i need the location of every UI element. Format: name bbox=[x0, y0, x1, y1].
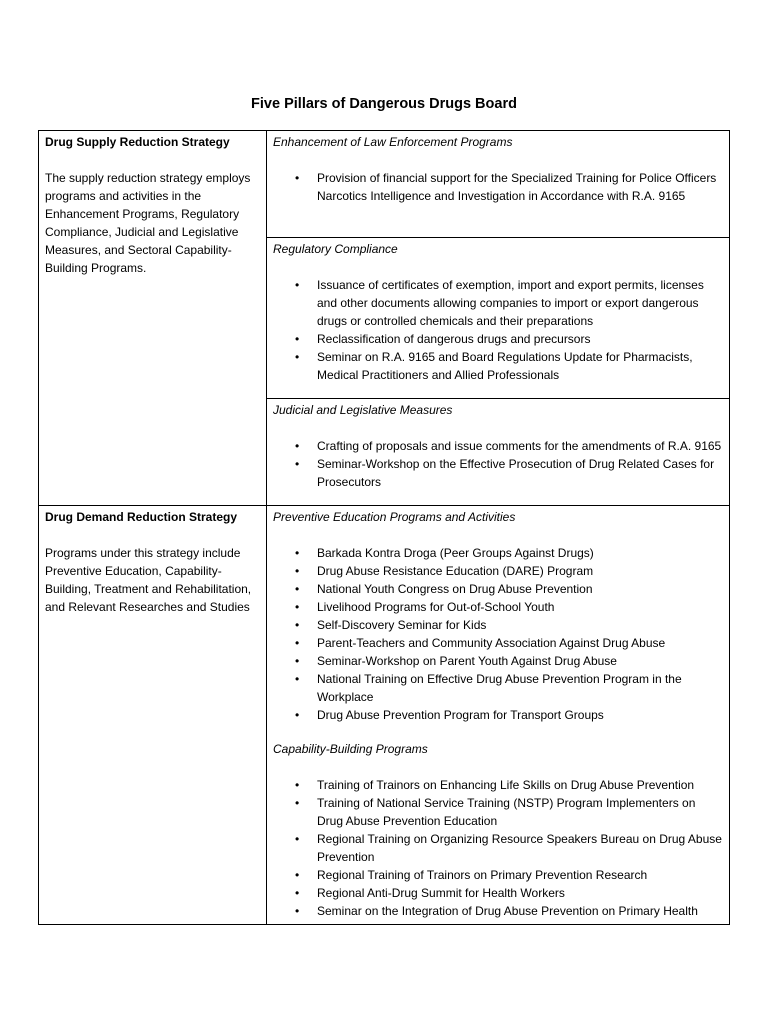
list-item: • Parent-Teachers and Community Association Against Drug Abuse bbox=[317, 634, 723, 652]
section-title: Preventive Education Programs and Activities bbox=[273, 510, 516, 524]
list-item: • Drug Abuse Prevention Program for Transport Groups bbox=[317, 706, 723, 724]
list-item: • Regional Anti-Drug Summit for Health Workers bbox=[317, 884, 723, 902]
list-item: • Seminar on R.A. 9165 and Board Regulations Update for Pharmacists, Medical Practitioners and Allied Professionals bbox=[317, 348, 723, 384]
list-item: • Barkada Kontra Droga (Peer Groups Against Drugs) bbox=[317, 544, 723, 562]
strategy-description: Programs under this strategy include Preventive Education, Capability-Building, Treatment and Rehabilitation, and Relevant Researches and Studies bbox=[45, 546, 252, 614]
strategy-cell bbox=[39, 506, 267, 925]
program-list bbox=[273, 544, 723, 724]
list-item: • Training of Trainors on Enhancing Life Skills on Drug Abuse Prevention bbox=[317, 776, 723, 794]
list-item: • Regional Training of Trainors on Primary Prevention Research bbox=[317, 866, 723, 884]
section-title: Judicial and Legislative Measures bbox=[273, 403, 453, 417]
table-row bbox=[39, 131, 730, 506]
pillars-table bbox=[38, 130, 730, 925]
strategy-title: Drug Supply Reduction Strategy bbox=[45, 135, 230, 149]
program-list bbox=[273, 169, 723, 205]
list-item: • Drug Abuse Resistance Education (DARE) Program bbox=[317, 562, 723, 580]
list-item: • Issuance of certificates of exemption, import and export permits, licenses and other documents allowing companies to import or export dangerous drugs or controlled chemicals and their preparations bbox=[317, 276, 723, 330]
document-title: Five Pillars of Dangerous Drugs Board bbox=[251, 96, 517, 112]
section-title: Capability-Building Programs bbox=[273, 742, 428, 756]
programs-cell bbox=[267, 506, 730, 925]
program-section bbox=[267, 398, 729, 505]
program-section bbox=[267, 724, 729, 924]
list-item: • Seminar-Workshop on the Effective Prosecution of Drug Related Cases for Prosecutors bbox=[317, 455, 723, 491]
list-item: • Crafting of proposals and issue comments for the amendments of R.A. 9165 bbox=[317, 437, 723, 455]
section-title: Enhancement of Law Enforcement Programs bbox=[273, 135, 513, 149]
section-title: Regulatory Compliance bbox=[273, 242, 398, 256]
list-item: • National Training on Effective Drug Abuse Prevention Program in the Workplace bbox=[317, 670, 723, 706]
program-list bbox=[273, 276, 723, 384]
program-list bbox=[273, 776, 723, 920]
table-row bbox=[39, 506, 730, 925]
list-item: • Livelihood Programs for Out-of-School Youth bbox=[317, 598, 723, 616]
program-section bbox=[267, 131, 729, 237]
list-item: • Training of National Service Training (NSTP) Program Implementers on Drug Abuse Prevention Education bbox=[317, 794, 723, 830]
list-item: • Reclassification of dangerous drugs and precursors bbox=[317, 330, 723, 348]
list-item: • Seminar-Workshop on Parent Youth Against Drug Abuse bbox=[317, 652, 723, 670]
program-list bbox=[273, 437, 723, 491]
program-section bbox=[267, 237, 729, 398]
list-item: • Regional Training on Organizing Resource Speakers Bureau on Drug Abuse Prevention bbox=[317, 830, 723, 866]
list-item: • Self-Discovery Seminar for Kids bbox=[317, 616, 723, 634]
programs-cell bbox=[267, 131, 730, 506]
list-item: • National Youth Congress on Drug Abuse Prevention bbox=[317, 580, 723, 598]
program-section bbox=[267, 506, 729, 724]
list-item: • Provision of financial support for the Specialized Training for Police Officers Narcotics Intelligence and Investigation in Accordance with R.A. 9165 bbox=[317, 169, 723, 205]
strategy-title: Drug Demand Reduction Strategy bbox=[45, 510, 238, 524]
strategy-description: The supply reduction strategy employs programs and activities in the Enhancement Programs, Regulatory Compliance, Judicial and Legislative Measures, and Sectoral Capability-Building Programs. bbox=[45, 171, 251, 275]
list-item: • Seminar on the Integration of Drug Abuse Prevention on Primary Health bbox=[317, 902, 723, 920]
strategy-cell bbox=[39, 131, 267, 506]
